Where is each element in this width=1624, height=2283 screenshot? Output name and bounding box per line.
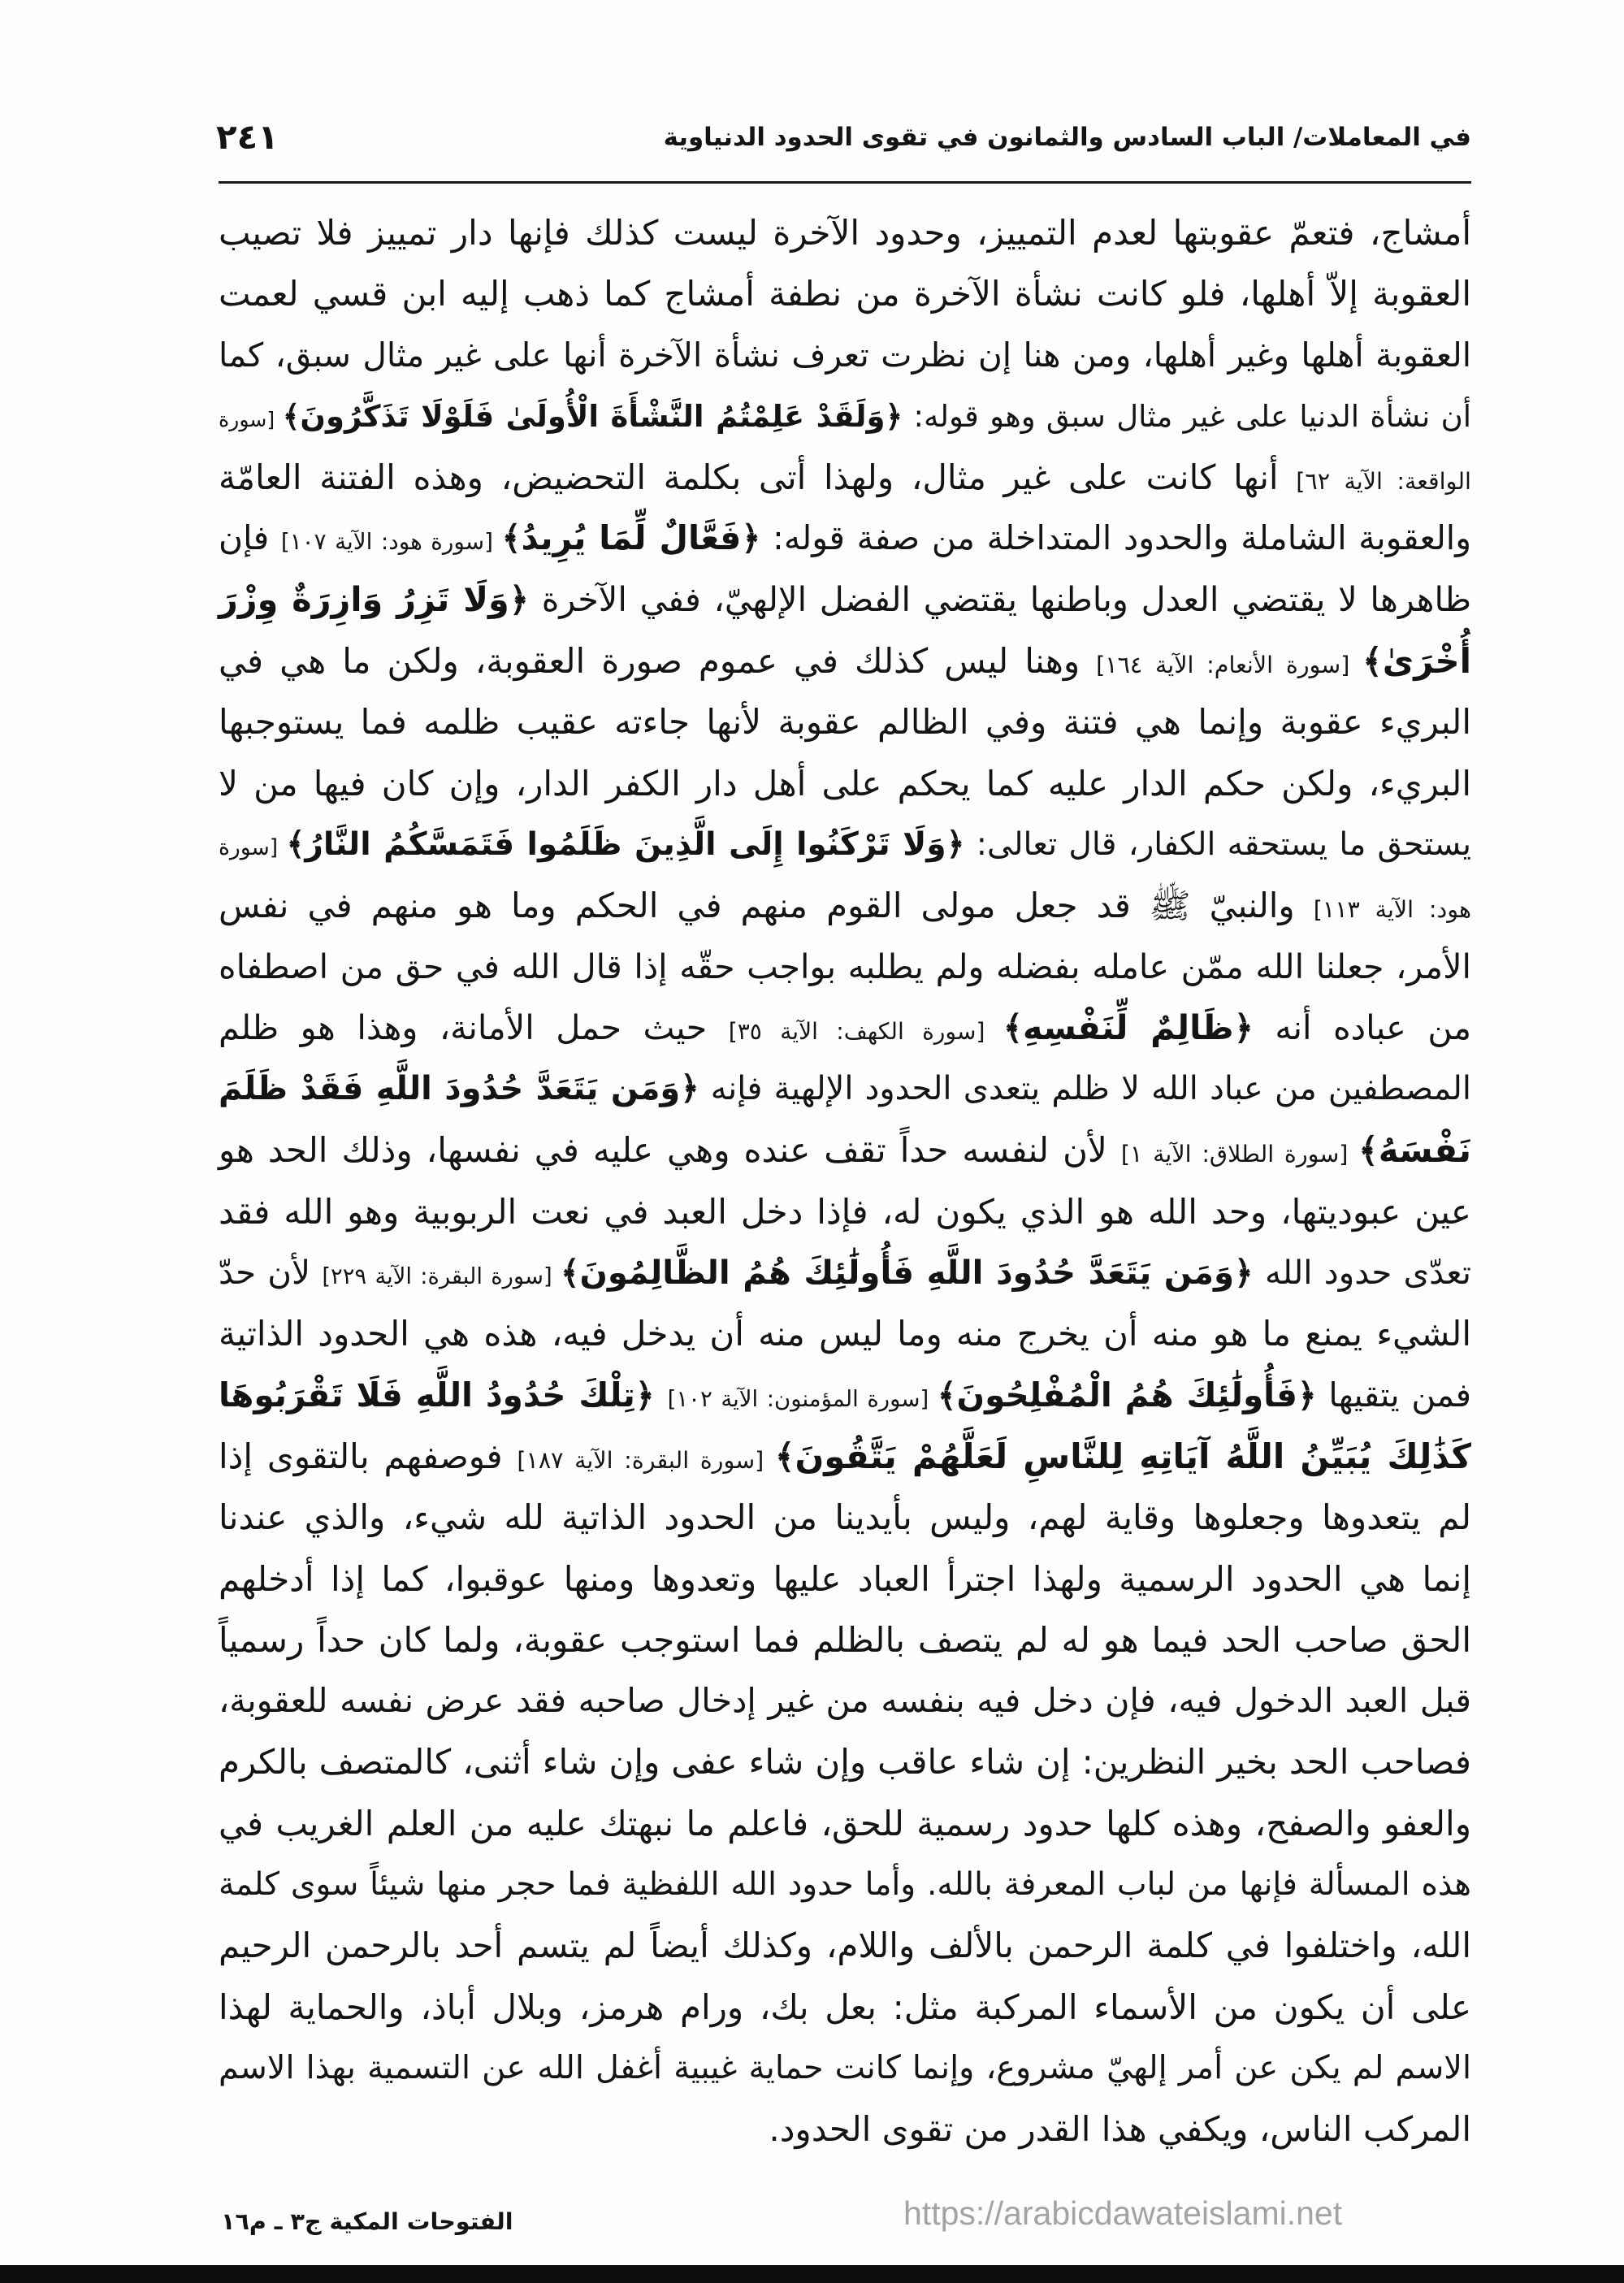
text-line xyxy=(219,1977,1471,2038)
text-line-content xyxy=(219,580,1471,619)
text-line-content xyxy=(219,1681,1471,1720)
text-line-content xyxy=(219,641,1471,681)
text-line xyxy=(219,998,1471,1059)
text-line-content xyxy=(219,1070,1471,1107)
text-line xyxy=(219,202,1471,263)
text-line xyxy=(219,691,1471,752)
surah-citation: الواقعة: الآية ٦٢] xyxy=(1296,467,1471,496)
text-line xyxy=(219,1854,1471,1915)
text-run: عين عبوديتها، وحد الله هو الذي يكون له، فإذا دخل العبد في نعت الربوبية وهو الله فقد xyxy=(219,1191,1471,1232)
text-run: تعدّى حدود الله xyxy=(1253,1254,1471,1293)
text-line xyxy=(219,630,1471,691)
text-run: والنبيّ ﷺ قد جعل مولى القوم منهم في الحكم وما هو منهم في نفس xyxy=(219,886,1314,926)
text-line-content xyxy=(219,1926,1471,1965)
text-line-content xyxy=(219,1375,1471,1414)
text-run: البريء عقوبة وإنما هي فتنة وفي الظالم عقوبة لأنها جاءته عقيب ظلمه فما يستوجبها xyxy=(219,702,1471,743)
text-line xyxy=(219,1915,1471,1976)
text-run: الاسم لم يكن عن أمر إلهيّ مشروع، وإنما كانت حماية غيبية أغفل الله عن التسمية بهذا الاسم xyxy=(219,2048,1471,2086)
quran-verse: ﴿تِلْكَ حُدُودُ اللَّهِ فَلَا تَقْرَبُوهَا xyxy=(219,1375,668,1414)
text-run: قبل العبد الدخول فيه، فإن دخل فيه بنفسه من غير إدخال صاحبه فقد عرض نفسه للعقوبة، xyxy=(219,1681,1471,1721)
text-line-content xyxy=(219,702,1471,742)
text-run: أنها كانت على غير مثال، ولهذا أتى بكلمة التحضيض، وهذه الفتنة العامّة xyxy=(219,457,1297,498)
surah-citation: [سورة البقرة: الآية ٢٢٩] xyxy=(322,1264,561,1290)
text-run: المصطفين من عباد الله لا ظلم يتعدى الحدود الإلهية فإنه xyxy=(699,1070,1471,1108)
surah-citation: [سورة الطلاق: الآية ١] xyxy=(1120,1140,1359,1168)
text-line xyxy=(219,1303,1471,1364)
surah-citation: [سورة المؤمنون: الآية ١٠٢] xyxy=(667,1384,938,1412)
surah-citation: [سورة هود: الآية ١٠٧] xyxy=(280,528,502,556)
text-line-content xyxy=(219,274,1471,314)
text-run: لأن لنفسه حداً تقف عنده وهي عليه في نفسها، وذلك الحد هو xyxy=(219,1130,1121,1171)
text-line xyxy=(219,570,1471,630)
text-line-content xyxy=(219,1559,1471,1599)
text-line-content xyxy=(219,1314,1471,1354)
text-line-content xyxy=(219,1254,1471,1292)
text-line-content xyxy=(769,2109,1471,2149)
text-run: البريء، ولكن حكم الدار عليه كما يحكم على أهل دار الكفر الدار، وإن كان فيها من لا xyxy=(219,763,1471,804)
quran-verse: ﴿وَلَقَدْ عَلِمْتُمُ النَّشْأَةَ الْأُولَىٰ فَلَوْلَا تَذَكَّرُونَ﴾ xyxy=(282,398,903,434)
surah-citation: [سورة البقرة: الآية ١٨٧] xyxy=(517,1445,775,1474)
text-run: والعقوبة الشاملة والحدود المتداخلة من صفة قوله: xyxy=(760,518,1471,558)
text-run: من عباده أنه xyxy=(1253,1007,1472,1047)
text-line-content xyxy=(219,764,1471,804)
text-run: الشيء يمنع ما هو منه أن يخرج منه وما ليس منه أن يدخل فيه، هذه هي الحدود الذاتية xyxy=(219,1314,1471,1354)
text-line-content xyxy=(219,2049,1471,2086)
text-line-content xyxy=(219,1804,1471,1843)
text-line xyxy=(219,2099,1471,2160)
text-line-content xyxy=(219,457,1471,497)
surah-citation: [سورة الأنعام: الآية ١٦٤] xyxy=(1096,651,1363,679)
scan-edge xyxy=(0,2265,1624,2283)
text-line xyxy=(219,447,1471,508)
quran-verse: نَفْسَهُ﴾ xyxy=(1358,1130,1471,1171)
text-line xyxy=(219,814,1471,875)
text-line-content xyxy=(219,1742,1471,1782)
watermark-url: https://arabicdawateislami.net xyxy=(903,2194,1343,2232)
surah-citation: [سورة xyxy=(219,407,283,431)
text-run: يستحق ما يستحقه الكفار، قال تعالى: xyxy=(964,825,1471,863)
header-rule xyxy=(219,181,1471,184)
text-line xyxy=(219,1365,1471,1426)
running-header-text: في المعاملات/ الباب السادس والثمانون في تقوى الحدود الدنياوية xyxy=(663,123,1471,152)
text-line xyxy=(219,1181,1471,1242)
text-line xyxy=(219,1120,1471,1180)
quran-verse: كَذَٰلِكَ يُبَيِّنُ اللَّهُ آيَاتِهِ لِلنَّاسِ لَعَلَّهُمْ يَتَّقُونَ﴾ xyxy=(774,1436,1471,1476)
surah-citation: [سورة الكهف: الآية ٣٥] xyxy=(728,1017,1003,1045)
text-line-content xyxy=(219,399,1471,434)
text-run: والعفو والصفح، وهذه كلها حدود رسمية للحق، فاعلم ما نبهتك عليه من العلم الغريب في xyxy=(219,1803,1471,1843)
text-line xyxy=(219,1731,1471,1792)
text-run: المركب الناس، ويكفي هذا القدر من تقوى الحدود. xyxy=(769,2109,1471,2150)
quran-verse: أُخْرَىٰ﴾ xyxy=(1362,641,1471,682)
text-line xyxy=(219,937,1471,998)
text-line xyxy=(219,1609,1471,1670)
text-line xyxy=(219,508,1471,569)
text-run: فإن xyxy=(219,518,281,558)
text-line xyxy=(219,753,1471,814)
text-run: لم يتعدوها وجعلوها وقاية لهم، وليس بأيدينا من الحدود الذاتية لله شيء، والذي عندنا xyxy=(219,1497,1471,1538)
text-run: العقوبة أهلها وغير أهلها، ومن هنا إن نظرت تعرف نشأة الآخرة أنها على غير مثال سبق، كما xyxy=(219,335,1471,375)
surah-citation: هود: الآية ١١٣] xyxy=(1313,895,1471,924)
text-line xyxy=(219,1059,1471,1120)
quran-verse: ﴿وَمَن يَتَعَدَّ حُدُودَ اللَّهِ فَأُولَٰئِكَ هُمُ الظَّالِمُونَ﴾ xyxy=(560,1254,1254,1293)
text-line-content xyxy=(219,826,1471,863)
text-line xyxy=(219,1487,1471,1548)
text-line xyxy=(219,875,1471,936)
page-number: ٢٤١ xyxy=(216,117,279,157)
book-signature xyxy=(221,2199,513,2244)
text-run: العقوبة إلاّ أهلها، فلو كانت نشأة الآخرة من نطفة أمشاج كما ذهب إليه ابن قسي لعمت xyxy=(219,274,1471,314)
text-line-content xyxy=(219,1436,1471,1476)
text-run: على أن يكون من الأسماء المركبة مثل: بعل بك، ورام هرمز، وبلال أباذ، والحماية لهذا xyxy=(219,1986,1471,2027)
book-signature-text: الفتوحات المكية ج٣ ـ م١٦ xyxy=(221,2207,513,2235)
quran-verse: ﴿فَأُولَٰئِكَ هُمُ الْمُفْلِحُونَ﴾ xyxy=(937,1375,1317,1414)
text-line xyxy=(219,1670,1471,1731)
quran-verse: ﴿وَلَا تَرْكَنُوا إِلَى الَّذِينَ ظَلَمُوا فَتَمَسَّكُمُ النَّارُ﴾ xyxy=(286,825,965,863)
text-line-content xyxy=(219,1497,1471,1537)
text-run: ظاهرها لا يقتضي العدل وباطنها يقتضي الفضل الإلهيّ، ففي الآخرة xyxy=(529,579,1471,619)
text-line-content xyxy=(219,518,1471,557)
text-line-content xyxy=(219,336,1471,375)
text-run: فصاحب الحد بخير النظرين: إن شاء عاقب وإن شاء عفى وإن شاء أثنى، كالمتصف بالكرم xyxy=(219,1742,1471,1783)
text-line-content xyxy=(219,1130,1471,1170)
text-line-content xyxy=(219,947,1471,986)
text-line xyxy=(219,1242,1471,1303)
text-line xyxy=(219,386,1471,447)
text-run: الأمر، جعلنا الله ممّن عامله بفضله ولم يطلبه بواجب حقّه إذا قال الله في حق من اصطفاه xyxy=(219,947,1471,986)
text-line-content xyxy=(219,1987,1471,2027)
quran-verse: ﴿وَمَن يَتَعَدَّ حُدُودَ اللَّهِ فَقَدْ ظَلَمَ xyxy=(219,1070,699,1108)
text-line-content xyxy=(219,1866,1471,1903)
running-header-title xyxy=(664,109,1471,166)
text-run: حيث حمل الأمانة، وهذا هو ظلم xyxy=(219,1007,729,1047)
text-run: أن نشأة الدنيا على غير مثال سبق وهو قوله: xyxy=(903,398,1472,434)
text-line-content xyxy=(219,213,1471,253)
text-run: هذه المسألة فإنها من لباب المعرفة بالله. وأما حدود الله اللفظية فما حجر منها شيئاً سوى كلمة xyxy=(219,1866,1471,1904)
text-line xyxy=(219,263,1471,324)
text-run: الحق صاحب الحد فيما هو له لم يتصف بالظلم فما استوجب عقوبة، ولما كان حداً رسمياً xyxy=(219,1619,1471,1660)
text-run: فمن يتقيها xyxy=(1316,1375,1472,1414)
quran-verse: ﴿ظَالِمٌ لِّنَفْسِهِ﴾ xyxy=(1003,1007,1254,1047)
surah-citation: [سورة xyxy=(219,834,287,860)
text-run: الله، واختلفوا في كلمة الرحمن بالألف واللام، وكذلك أيضاً لم يتسم أحد بالرحمن الرحيم xyxy=(219,1926,1471,1966)
text-line-content xyxy=(219,1620,1471,1660)
text-line xyxy=(219,2038,1471,2099)
quran-verse: ﴿وَلَا تَزِرُ وَازِرَةٌ وِزْرَ xyxy=(219,579,530,619)
body-text xyxy=(219,202,1471,2160)
text-run: وهنا ليس كذلك في عموم صورة العقوبة، ولكن ما هي في xyxy=(219,641,1097,682)
text-run: لأن حدّ xyxy=(219,1254,323,1293)
text-line xyxy=(219,1426,1471,1487)
text-line xyxy=(219,1549,1471,1609)
text-line-content xyxy=(219,1192,1471,1232)
text-line xyxy=(219,1793,1471,1854)
text-line-content xyxy=(219,886,1471,925)
text-run: فوصفهم بالتقوى إذا xyxy=(219,1436,518,1476)
text-line-content xyxy=(219,1008,1471,1047)
text-run: أمشاج، فتعمّ عقوبتها لعدم التمييز، وحدود الآخرة ليست كذلك فإنها دار تمييز فلا تصيب xyxy=(219,213,1471,253)
text-line xyxy=(219,325,1471,386)
text-run: إنما هي الحدود الرسمية ولهذا اجترأ العباد عليها وتعدوها ومنها عوقبوا، كما إذا أدخلهم xyxy=(219,1558,1471,1599)
quran-verse: ﴿فَعَّالٌ لِّمَا يُرِيدُ﴾ xyxy=(501,518,761,558)
